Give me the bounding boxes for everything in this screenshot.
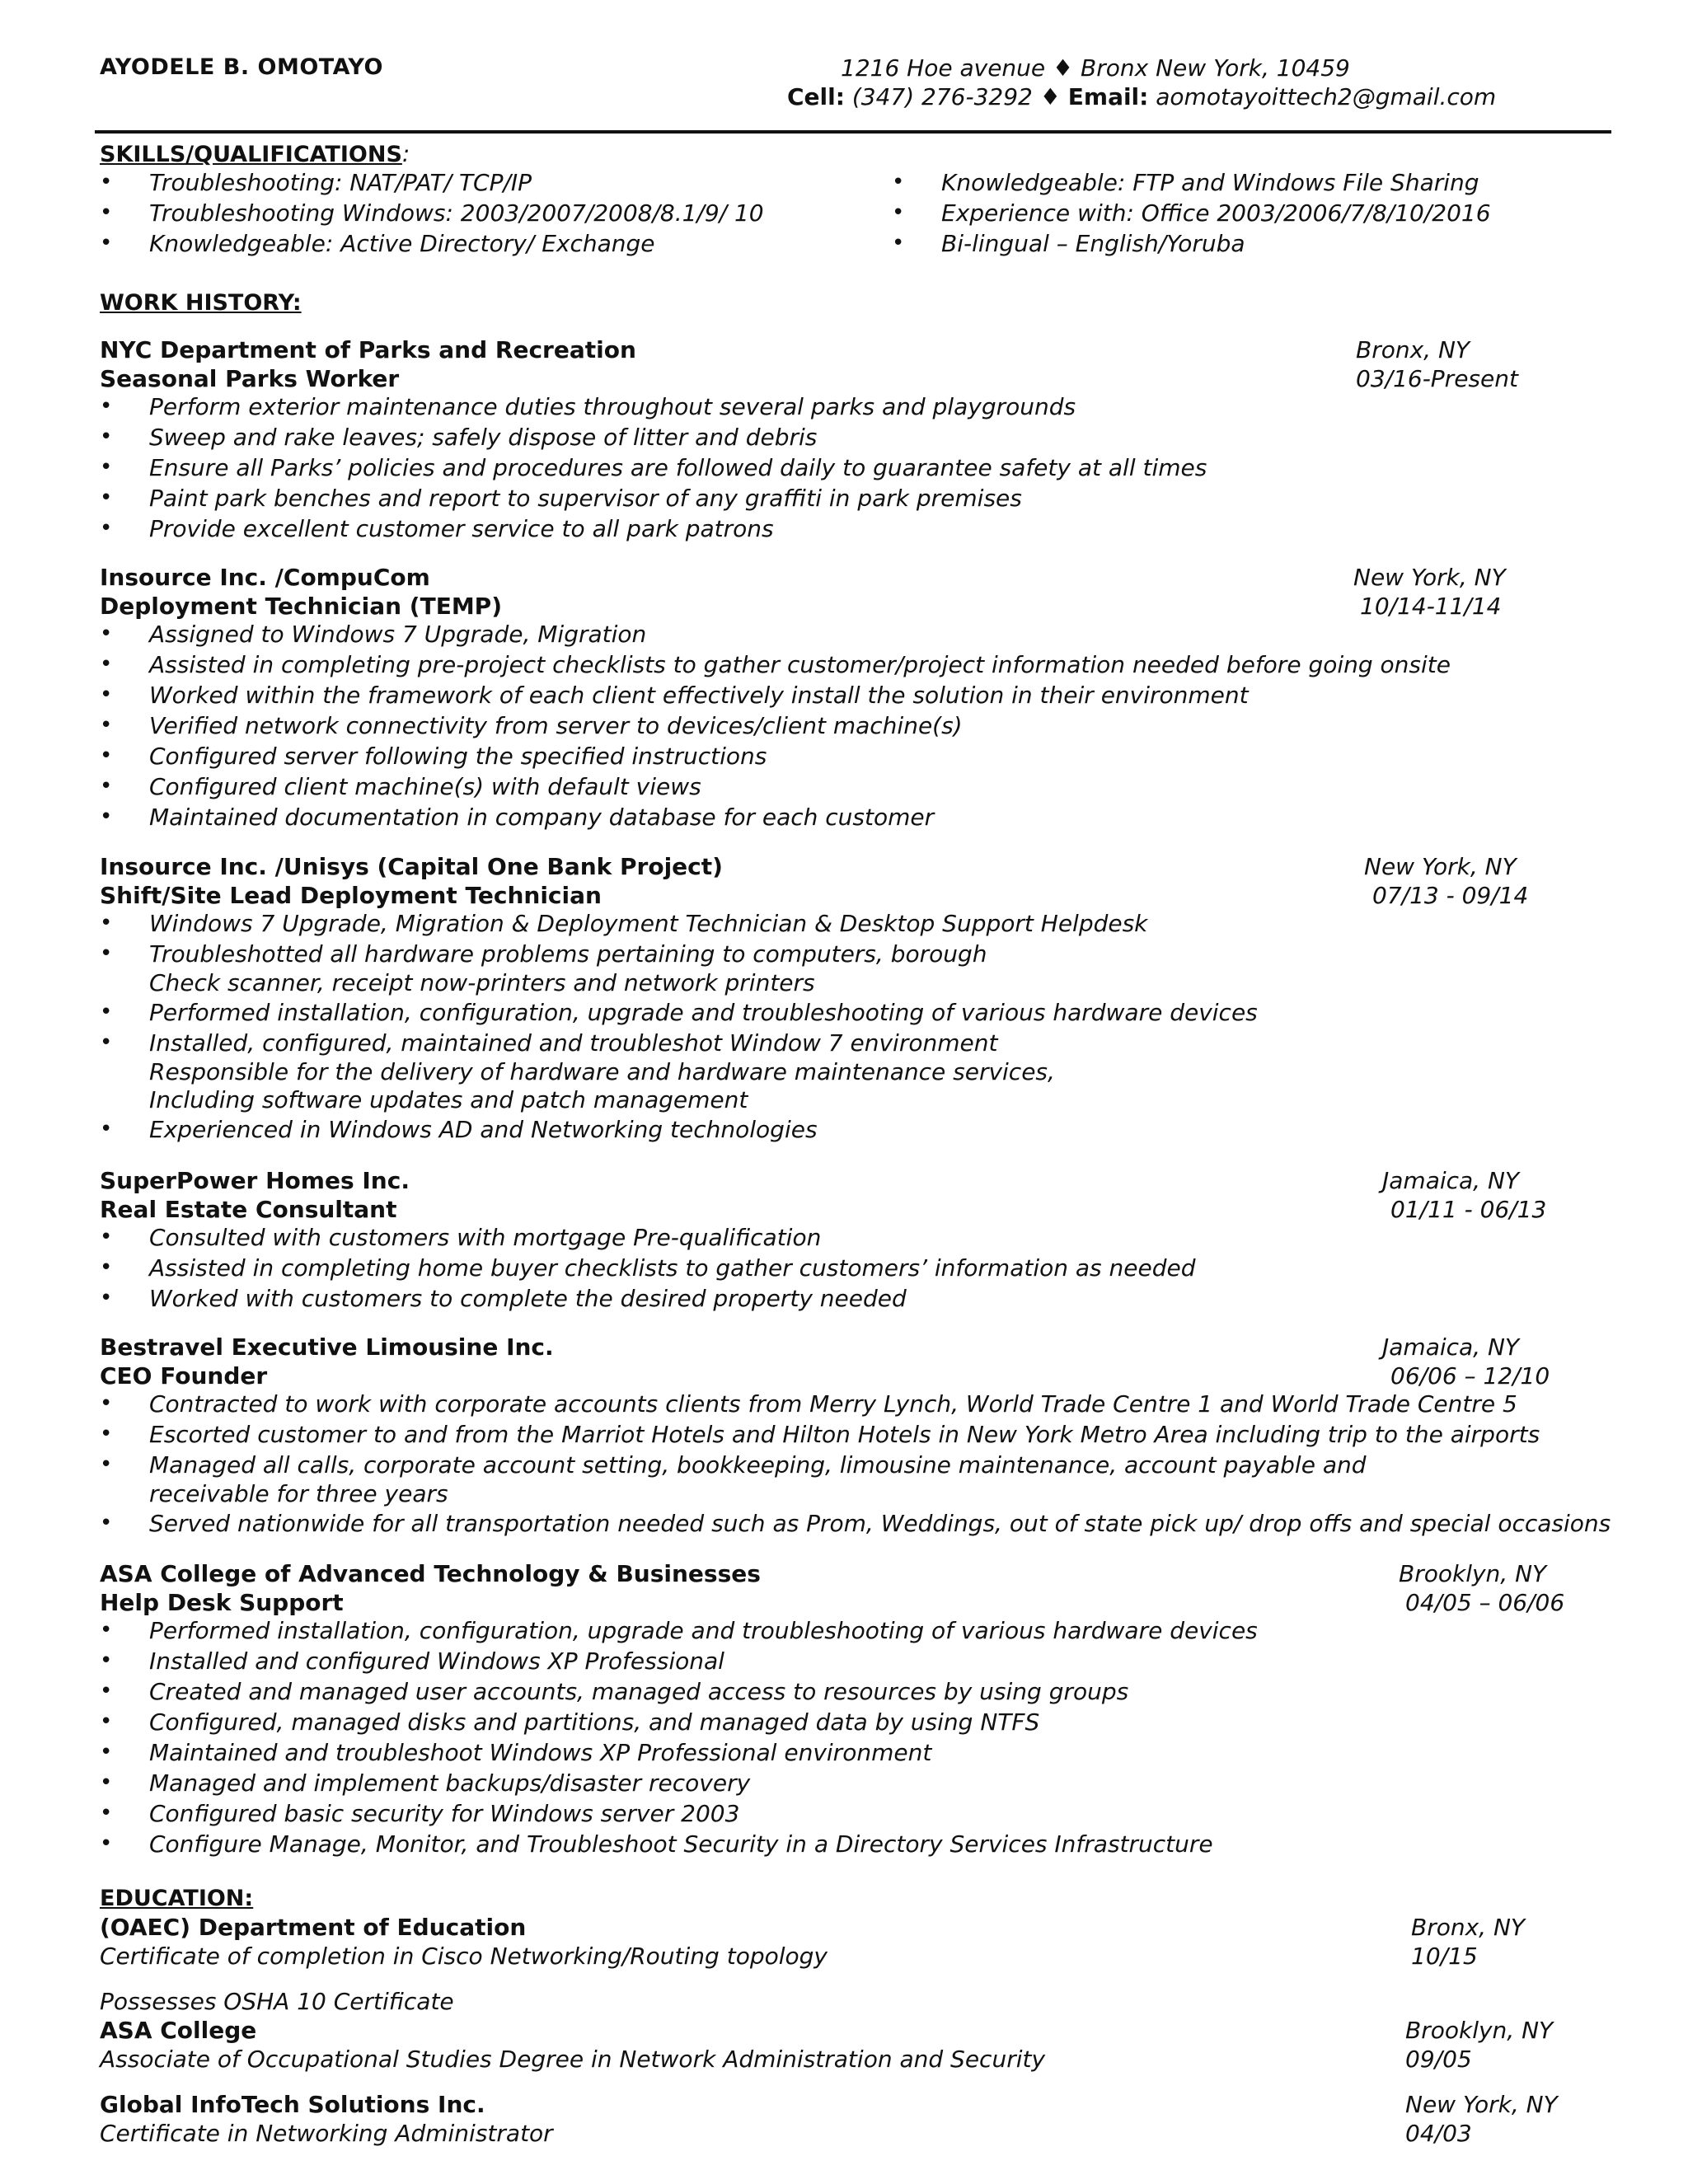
job-company: SuperPower Homes Inc. bbox=[100, 1167, 410, 1194]
list-item: • Configured client machine(s) with default views bbox=[100, 771, 1451, 802]
job-role: Real Estate Consultant bbox=[100, 1196, 397, 1223]
job-role: CEO Founder bbox=[100, 1362, 268, 1390]
list-item: • Worked within the framework of each client effectively install the solution in their environment bbox=[100, 680, 1451, 710]
skills-right-list bbox=[892, 167, 1491, 259]
job-location: Jamaica, NY bbox=[1382, 1333, 1520, 1361]
list-item bbox=[100, 1028, 1258, 1114]
job-location: Bronx, NY bbox=[1356, 336, 1470, 363]
list-item: • Configured basic security for Windows server 2003 bbox=[100, 1798, 1258, 1829]
edu-location: New York, NY bbox=[1405, 2091, 1558, 2118]
job-location: Brooklyn, NY bbox=[1399, 1560, 1547, 1587]
list-item bbox=[100, 939, 1258, 997]
list-item: • Experienced in Windows AD and Networking technologies bbox=[100, 1114, 1258, 1145]
list-item: • Served nationwide for all transportation needed such as Prom, Weddings, out of state pick up/ drop offs and special occasions bbox=[100, 1508, 1611, 1539]
list-item: • Ensure all Parks’ policies and procedures are followed daily to guarantee safety at all times bbox=[100, 452, 1207, 483]
job-role: Seasonal Parks Worker bbox=[100, 365, 400, 392]
list-item: • Created and managed user accounts, managed access to resources by using groups bbox=[100, 1676, 1258, 1707]
list-item: • Assigned to Windows 7 Upgrade, Migration bbox=[100, 619, 1451, 649]
list-item: • Configure Manage, Monitor, and Troubleshoot Security in a Directory Services Infrastructure bbox=[100, 1829, 1258, 1859]
job-dates: 07/13 - 09/14 bbox=[1372, 882, 1529, 909]
edu-date: 09/05 bbox=[1405, 2046, 1472, 2073]
list-item-line: Check scanner, receipt now-printers and network printers bbox=[149, 969, 815, 996]
job-company: ASA College of Advanced Technology & Businesses bbox=[100, 1560, 761, 1587]
list-item: • Assisted in completing home buyer checklists to gather customers’ information as needed bbox=[100, 1253, 1196, 1283]
list-item: • Bi-lingual – English/Yoruba bbox=[892, 228, 1491, 259]
list-item: • Knowledgeable: Active Directory/ Exchange bbox=[100, 228, 764, 259]
list-item: • Contracted to work with corporate accounts clients from Merry Lynch, World Trade Centre 1 and World Trade Centre 5 bbox=[100, 1389, 1611, 1419]
job-role: Shift/Site Lead Deployment Technician bbox=[100, 882, 602, 909]
list-item-line: • Troubleshotted all hardware problems pertaining to computers, borough bbox=[149, 940, 987, 968]
job-company: Insource Inc. /Unisys (Capital One Bank Project) bbox=[100, 853, 723, 880]
edu-date: 10/15 bbox=[1411, 1943, 1478, 1970]
edu-date: 04/03 bbox=[1405, 2120, 1472, 2147]
edu-school: Global InfoTech Solutions Inc. bbox=[100, 2091, 485, 2118]
list-item: • Installed and configured Windows XP Professional bbox=[100, 1646, 1258, 1676]
list-item: • Paint park benches and report to supervisor of any graffiti in park premises bbox=[100, 483, 1207, 513]
edu-school: (OAEC) Department of Education bbox=[100, 1914, 527, 1941]
list-item-line: receivable for three years bbox=[149, 1480, 448, 1507]
contact-line bbox=[787, 83, 1496, 110]
job-dates: 03/16-Present bbox=[1356, 365, 1518, 392]
job-bullets bbox=[100, 1222, 1196, 1314]
work-history-title: WORK HISTORY: bbox=[100, 290, 302, 316]
skills-title-colon: : bbox=[401, 140, 410, 167]
list-item-line: • Managed all calls, corporate account setting, bookkeeping, limousine maintenance, account payable and bbox=[149, 1451, 1367, 1479]
job-role: Help Desk Support bbox=[100, 1589, 344, 1616]
job-company: NYC Department of Parks and Recreation bbox=[100, 336, 636, 363]
edu-location: Bronx, NY bbox=[1411, 1914, 1526, 1941]
list-item: • Knowledgeable: FTP and Windows File Sharing bbox=[892, 167, 1491, 198]
skills-title: SKILLS/QUALIFICATIONS bbox=[100, 142, 402, 167]
job-dates: 06/06 – 12/10 bbox=[1390, 1362, 1550, 1390]
list-item: • Assisted in completing pre-project checklists to gather customer/project information needed before going onsite bbox=[100, 649, 1451, 680]
address: 1216 Hoe avenue ♦ Bronx New York, 10459 bbox=[841, 54, 1350, 82]
list-item-line: Responsible for the delivery of hardware and hardware maintenance services, bbox=[149, 1058, 1055, 1085]
list-item: • Worked with customers to complete the desired property needed bbox=[100, 1283, 1196, 1314]
job-dates: 10/14-11/14 bbox=[1360, 593, 1502, 620]
list-item: • Managed and implement backups/disaster recovery bbox=[100, 1768, 1258, 1798]
list-item: • Maintained and troubleshoot Windows XP Professional environment bbox=[100, 1737, 1258, 1768]
list-item: • Troubleshooting Windows: 2003/2007/2008/8.1/9/ 10 bbox=[100, 198, 764, 228]
edu-note: Possesses OSHA 10 Certificate bbox=[100, 1988, 454, 2015]
list-item: • Performed installation, configuration, upgrade and troubleshooting of various hardware devices bbox=[100, 1615, 1258, 1646]
list-item: • Windows 7 Upgrade, Migration & Deployment Technician & Desktop Support Helpdesk bbox=[100, 908, 1258, 939]
list-item: • Provide excellent customer service to all park patrons bbox=[100, 513, 1207, 544]
skills-heading bbox=[100, 140, 410, 167]
edu-detail: Certificate in Networking Administrator bbox=[100, 2120, 553, 2147]
list-item: • Configured server following the specified instructions bbox=[100, 741, 1451, 771]
list-item-line: • Installed, configured, maintained and troubleshot Window 7 environment bbox=[149, 1029, 998, 1057]
edu-detail: Certificate of completion in Cisco Networking/Routing topology bbox=[100, 1943, 828, 1970]
list-item: • Experience with: Office 2003/2006/7/8/10/2016 bbox=[892, 198, 1491, 228]
job-location: New York, NY bbox=[1364, 853, 1517, 880]
list-item-line: Including software updates and patch management bbox=[149, 1086, 748, 1113]
job-bullets bbox=[100, 391, 1207, 544]
cell-number: (347) 276-3292 bbox=[851, 83, 1033, 110]
list-item: • Consulted with customers with mortgage Pre-qualification bbox=[100, 1222, 1196, 1253]
list-item: • Performed installation, configuration, upgrade and troubleshooting of various hardware devices bbox=[100, 997, 1258, 1028]
job-location: Jamaica, NY bbox=[1382, 1167, 1520, 1194]
job-location: New York, NY bbox=[1353, 564, 1506, 591]
job-bullets bbox=[100, 619, 1451, 832]
edu-location: Brooklyn, NY bbox=[1405, 2017, 1554, 2044]
header-divider bbox=[95, 130, 1611, 134]
job-company: Bestravel Executive Limousine Inc. bbox=[100, 1333, 554, 1361]
job-dates: 01/11 - 06/13 bbox=[1390, 1196, 1547, 1223]
job-bullets bbox=[100, 1615, 1258, 1859]
candidate-name: AYODELE B. OMOTAYO bbox=[100, 54, 383, 80]
list-item: • Sweep and rake leaves; safely dispose of litter and debris bbox=[100, 422, 1207, 452]
list-item: • Configured, managed disks and partitions, and managed data by using NTFS bbox=[100, 1707, 1258, 1737]
education-title: EDUCATION: bbox=[100, 1886, 254, 1911]
edu-school: ASA College bbox=[100, 2017, 257, 2044]
list-item bbox=[100, 1450, 1611, 1508]
skills-left-list bbox=[100, 167, 764, 259]
email-label: Email: bbox=[1067, 83, 1149, 110]
diamond-separator: ♦ bbox=[1039, 83, 1061, 110]
list-item: • Verified network connectivity from server to devices/client machine(s) bbox=[100, 710, 1451, 741]
list-item: • Troubleshooting: NAT/PAT/ TCP/IP bbox=[100, 167, 764, 198]
cell-label: Cell: bbox=[787, 83, 845, 110]
job-bullets bbox=[100, 908, 1258, 1145]
job-company: Insource Inc. /CompuCom bbox=[100, 564, 430, 591]
edu-detail: Associate of Occupational Studies Degree in Network Administration and Security bbox=[100, 2046, 1046, 2073]
job-dates: 04/05 – 06/06 bbox=[1405, 1589, 1565, 1616]
job-bullets bbox=[100, 1389, 1611, 1539]
list-item: • Escorted customer to and from the Marriot Hotels and Hilton Hotels in New York Metro Area including trip to the airports bbox=[100, 1419, 1611, 1450]
list-item: • Perform exterior maintenance duties throughout several parks and playgrounds bbox=[100, 391, 1207, 422]
job-role: Deployment Technician (TEMP) bbox=[100, 593, 503, 620]
email-address: aomotayoittech2@gmail.com bbox=[1156, 83, 1497, 110]
list-item: • Maintained documentation in company database for each customer bbox=[100, 802, 1451, 832]
